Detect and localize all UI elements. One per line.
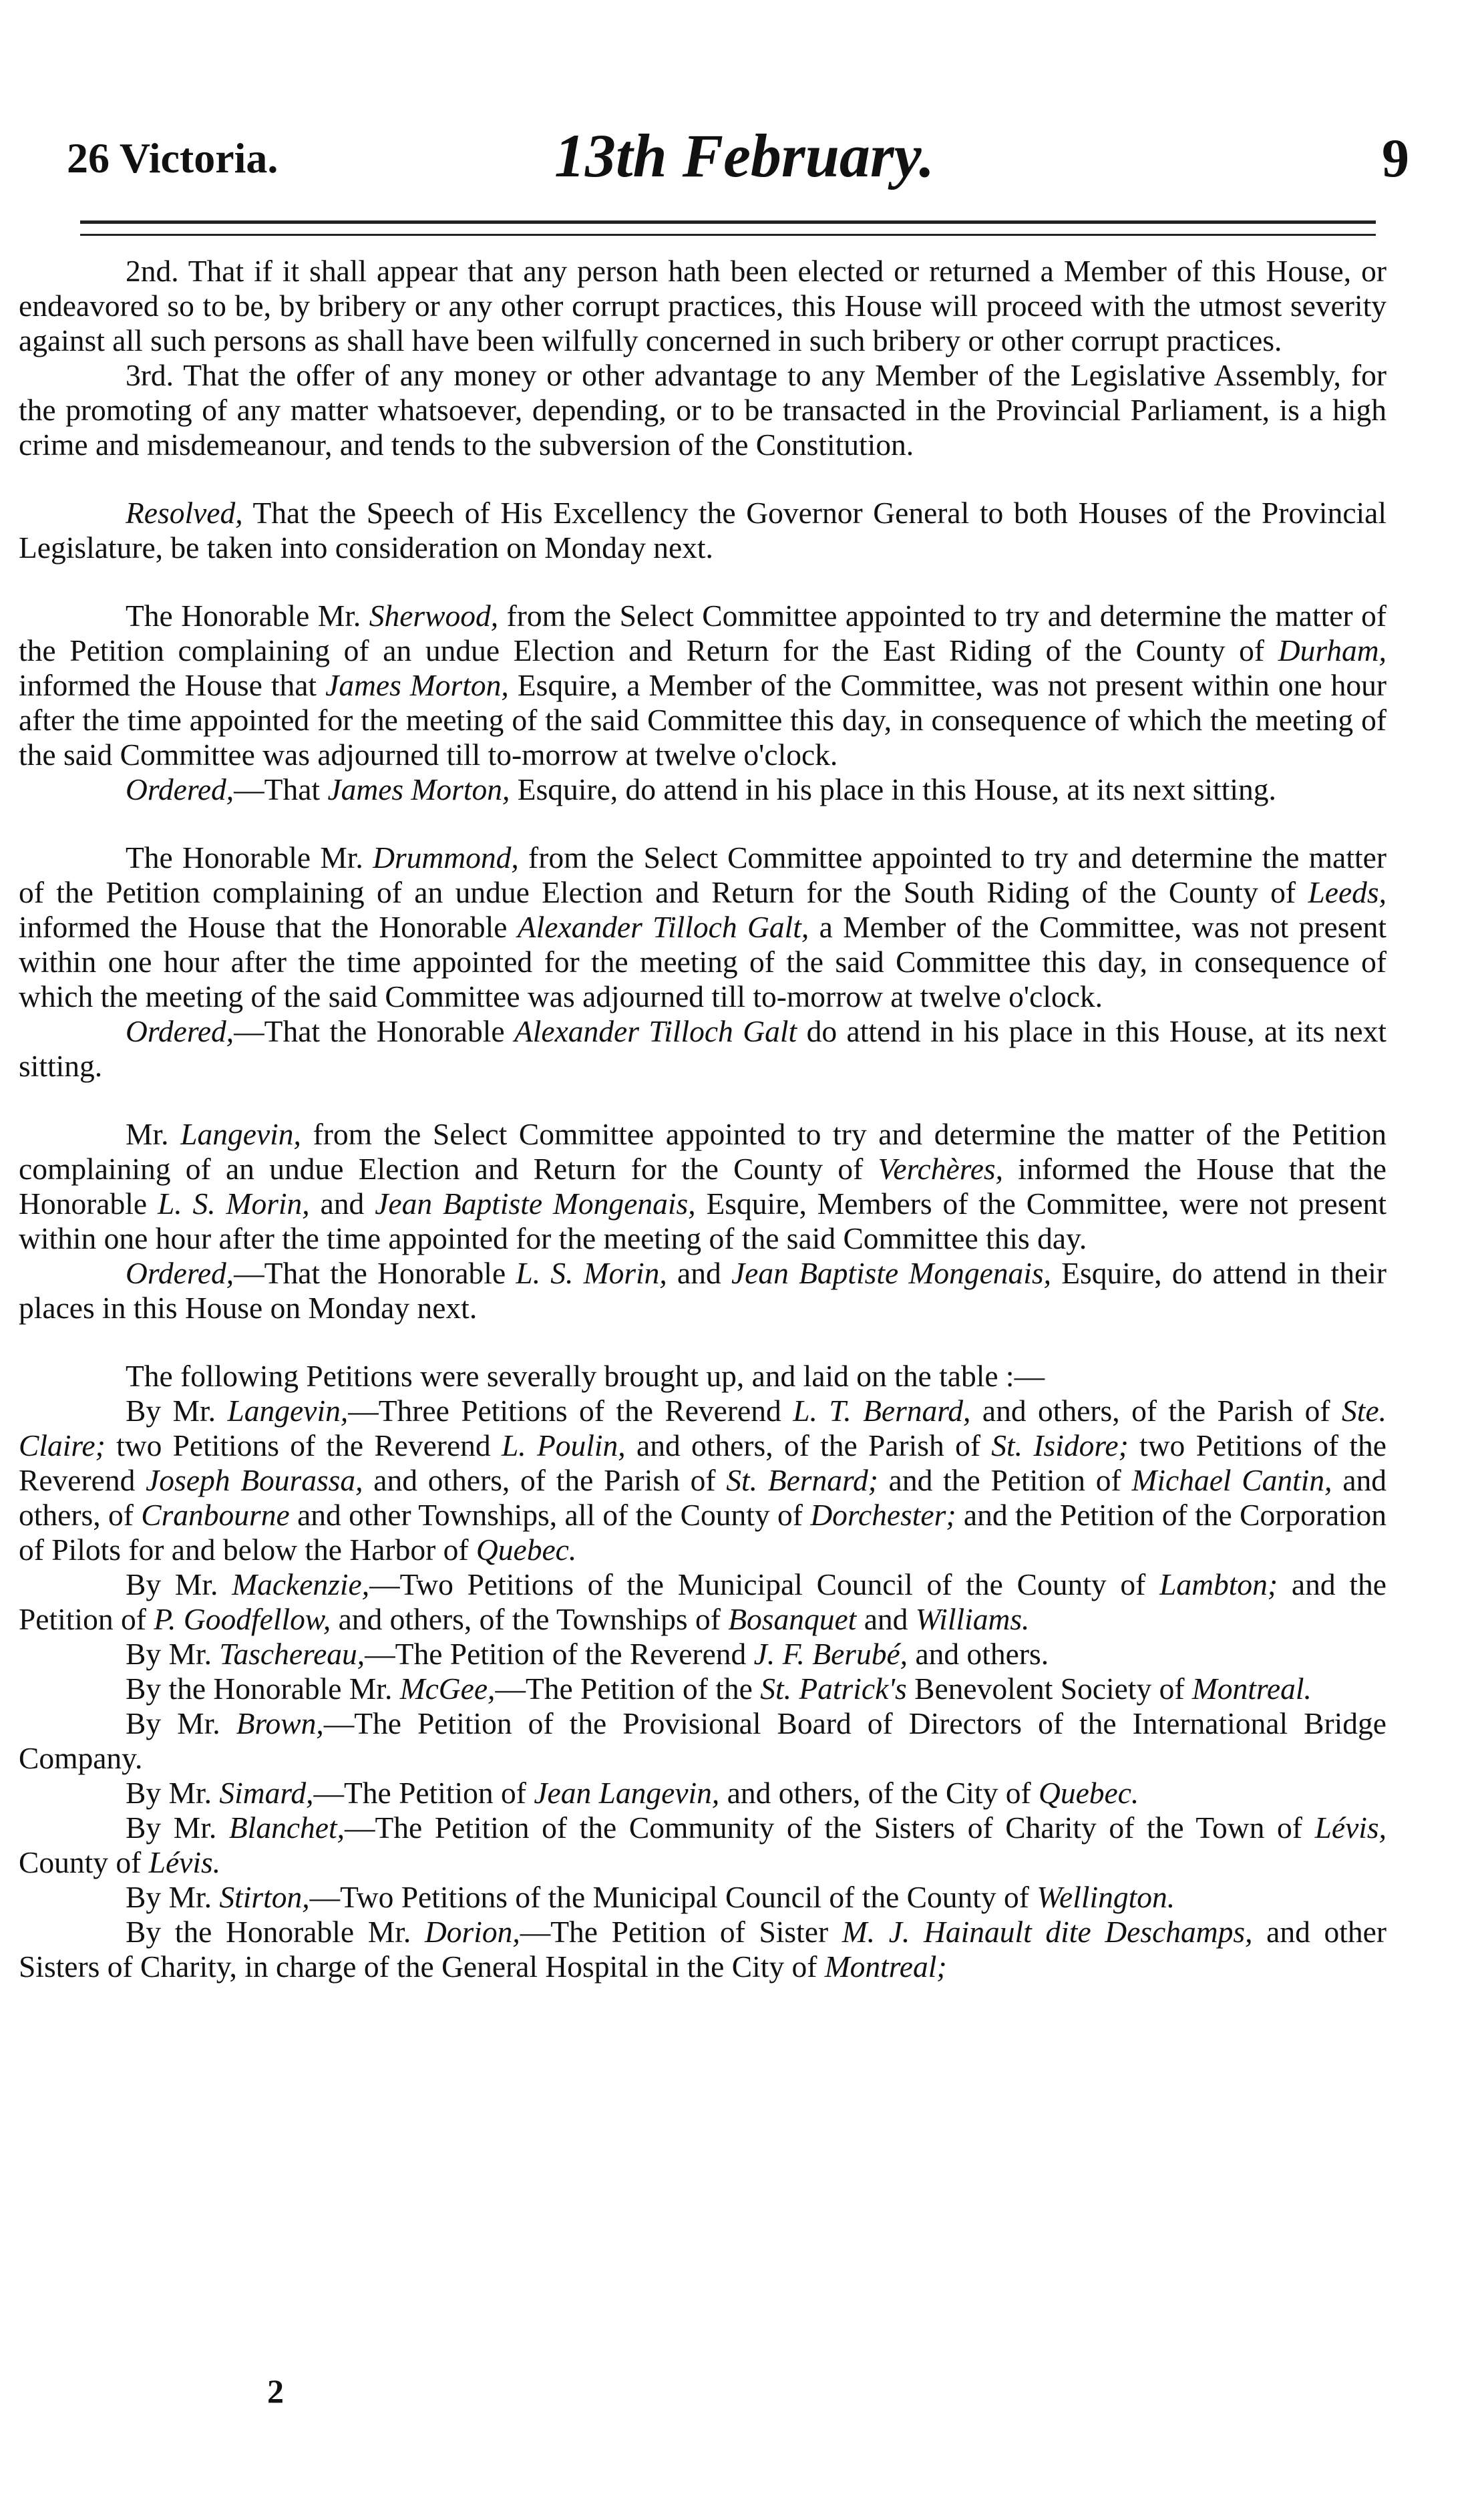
text-segment: and others, of the City of bbox=[719, 1776, 1039, 1810]
text-segment: —Two Petitions of the Municipal Council of the County of bbox=[309, 1880, 1037, 1914]
italic-text: L. Poulin, bbox=[501, 1428, 626, 1462]
page-header bbox=[67, 120, 1409, 200]
paragraph bbox=[19, 772, 1386, 807]
text-segment: By the Honorable Mr. bbox=[126, 1915, 425, 1949]
text-segment: Esquire, do attend in their places in this House on Monday next. bbox=[19, 1256, 1386, 1325]
paragraph bbox=[19, 1706, 1386, 1776]
italic-text: Alexander Tilloch Galt, bbox=[517, 910, 809, 944]
text-segment: and others, of the Parish of bbox=[363, 1463, 727, 1497]
text-segment: By Mr. bbox=[126, 1706, 236, 1740]
text-segment: from the Select Committee appointed to try and determine the matter of the Petition complaining of an undue Election and Return for the East Riding of the County of bbox=[19, 599, 1386, 667]
text-segment: County of bbox=[19, 1845, 149, 1879]
header-rule-thin bbox=[80, 234, 1376, 236]
text-segment: By Mr. bbox=[126, 1880, 220, 1914]
italic-text: Leeds, bbox=[1308, 875, 1386, 909]
italic-text: Montreal. bbox=[1191, 1672, 1312, 1706]
text-segment: The Honorable Mr. bbox=[126, 840, 373, 875]
text-segment: informed the House that the Honorable bbox=[19, 1152, 1386, 1221]
italic-text: Joseph Bourassa, bbox=[146, 1463, 363, 1497]
paragraph bbox=[19, 1915, 1386, 1984]
text-segment: By the Honorable Mr. bbox=[126, 1672, 400, 1706]
italic-text: Lévis. bbox=[148, 1845, 221, 1879]
italic-text: Michael Cantin, bbox=[1131, 1463, 1332, 1497]
italic-text: Simard, bbox=[219, 1776, 314, 1810]
text-segment: —Two Petitions of the Municipal Council of the County of bbox=[369, 1567, 1160, 1601]
text-segment: Benevolent Society of bbox=[906, 1672, 1192, 1706]
text-segment: Esquire, a Member of the Committee, was not present within one hour after the time appointed for the meeting of the said Committee this day, in consequence of which the meeting of the said Committee was adjourned till to-morrow at twelve o'clock. bbox=[19, 668, 1386, 772]
italic-text: Sherwood, bbox=[369, 599, 499, 633]
text-segment: and the Petition of the Corporation of Pilots for and below the Harbor of bbox=[19, 1498, 1387, 1567]
text-segment: —The Petition of the Community of the Sisters of Charity of the Town of bbox=[344, 1810, 1315, 1845]
text-segment: —The Petition of bbox=[313, 1776, 534, 1810]
paragraph bbox=[19, 358, 1386, 462]
text-segment: two Petitions of the Reverend bbox=[19, 1428, 1386, 1497]
text-segment: —The Petition of the Provisional Board of Directors of the International Bridge Company. bbox=[19, 1706, 1386, 1775]
text-segment: 3rd. That the offer of any money or other advantage to any Member of the Legislative Assembly, for the promoting of any matter whatsoever, depending, or to be transacted in the Provincial Parliament, is a high crime and misdemeanour, and tends to the subversion of the Constitution. bbox=[19, 358, 1386, 462]
paragraph bbox=[19, 1359, 1386, 1394]
paragraph bbox=[19, 840, 1386, 1014]
italic-text: Stirton, bbox=[219, 1880, 310, 1914]
paragraph bbox=[19, 254, 1386, 358]
text-segment: —That the Honorable bbox=[234, 1014, 514, 1048]
text-segment: The Honorable Mr. bbox=[126, 599, 369, 633]
italic-text: Mackenzie, bbox=[232, 1567, 370, 1601]
text-segment: two Petitions of the Reverend bbox=[105, 1428, 502, 1462]
text-segment: By Mr. bbox=[126, 1776, 220, 1810]
italic-text: James Morton, bbox=[327, 772, 510, 806]
italic-text: Dorion, bbox=[424, 1915, 520, 1949]
text-segment: —Three Petitions of the Reverend bbox=[348, 1394, 793, 1428]
text-segment: —The Petition of the Reverend bbox=[365, 1637, 754, 1671]
text-segment: and others, of the Parish of bbox=[970, 1394, 1342, 1428]
italic-text: Langevin, bbox=[227, 1394, 349, 1428]
italic-text: L. T. Bernard, bbox=[793, 1394, 971, 1428]
text-segment: do attend in his place in this House, at its next sitting. bbox=[19, 1014, 1386, 1083]
italic-text: Langevin, bbox=[180, 1117, 301, 1151]
italic-text: Blanchet, bbox=[228, 1810, 345, 1845]
text-segment: —That the Honorable bbox=[234, 1256, 516, 1290]
paragraph bbox=[19, 1394, 1386, 1567]
text-segment: That the Speech of His Excellency the Governor General to both Houses of the Provincial Legislature, be taken into consideration on Monday next. bbox=[19, 496, 1386, 565]
text-segment: —The Petition of the bbox=[495, 1672, 761, 1706]
italic-text: St. Bernard; bbox=[726, 1463, 878, 1497]
italic-text: M. J. Hainault dite Deschamps, bbox=[842, 1915, 1253, 1949]
page-number: 9 bbox=[1382, 128, 1409, 188]
text-segment: and others, of the Townships of bbox=[331, 1602, 729, 1636]
text-segment: —That bbox=[234, 772, 328, 806]
paragraph bbox=[19, 1776, 1386, 1810]
italic-text: Wellington. bbox=[1037, 1880, 1175, 1914]
italic-text: McGee, bbox=[399, 1672, 496, 1706]
text-segment: and bbox=[667, 1256, 731, 1290]
paragraph bbox=[19, 1567, 1386, 1637]
italic-text: Lévis, bbox=[1314, 1810, 1387, 1845]
paragraph bbox=[19, 1637, 1386, 1672]
running-head-left: 26 Victoria. bbox=[67, 134, 279, 182]
italic-text: Quebec. bbox=[476, 1533, 577, 1567]
italic-text: Dorchester; bbox=[810, 1498, 956, 1532]
italic-text: Durham, bbox=[1278, 633, 1386, 667]
italic-text: Ordered, bbox=[126, 772, 234, 806]
text-segment: and the Petition of bbox=[878, 1463, 1132, 1497]
text-segment: and the Petition of bbox=[19, 1567, 1386, 1636]
paragraph bbox=[19, 1880, 1386, 1915]
paragraph bbox=[19, 1117, 1386, 1256]
text-segment: from the Select Committee appointed to try and determine the matter of the Petition complaining of an undue Election and Return for the South Riding of the County of bbox=[19, 840, 1386, 909]
italic-text: Verchères, bbox=[878, 1152, 1003, 1186]
text-segment: By Mr. bbox=[126, 1567, 232, 1601]
text-segment: and other Sisters of Charity, in charge of the General Hospital in the City of bbox=[19, 1915, 1386, 1984]
paragraph bbox=[19, 1014, 1386, 1084]
text-segment: informed the House that the Honorable bbox=[19, 910, 518, 944]
text-segment: Mr. bbox=[126, 1117, 181, 1151]
paragraph bbox=[19, 1810, 1386, 1880]
italic-text: L. S. Morin, bbox=[157, 1187, 310, 1221]
italic-text: Jean Langevin, bbox=[534, 1776, 720, 1810]
italic-text: Quebec. bbox=[1038, 1776, 1139, 1810]
paragraph bbox=[19, 1672, 1386, 1706]
text-segment: a Member of the Committee, was not present within one hour after the time appointed for the meeting of the said Committee this day, in consequence of which the meeting of the said Committee was adjourned till to-morrow at twelve o'clock. bbox=[19, 910, 1386, 1013]
italic-text: Williams. bbox=[915, 1602, 1030, 1636]
italic-text: St. Patrick's bbox=[760, 1672, 907, 1706]
text-segment: By Mr. bbox=[126, 1637, 220, 1671]
italic-text: Cranbourne bbox=[141, 1498, 290, 1532]
text-segment: informed the House that bbox=[19, 668, 326, 702]
italic-text: Ordered, bbox=[126, 1014, 234, 1048]
text-segment: 2nd. That if it shall appear that any person hath been elected or returned a Member of this House, or endeavored so to be, by bribery or any other corrupt practices, this House will proceed with the utmost severity against all such persons as shall have been wilfully concerned in such bribery or other corrupt practices. bbox=[19, 254, 1386, 357]
paragraph bbox=[19, 599, 1386, 772]
text-segment: By Mr. bbox=[126, 1810, 229, 1845]
italic-text: Bosanquet bbox=[728, 1602, 857, 1636]
text-segment: and others, of the Parish of bbox=[625, 1428, 992, 1462]
italic-text: Jean Baptiste Mongenais, bbox=[731, 1256, 1052, 1290]
italic-text: L. S. Morin, bbox=[516, 1256, 667, 1290]
text-segment: and other Townships, all of the County of bbox=[289, 1498, 811, 1532]
paragraph bbox=[19, 1256, 1386, 1325]
italic-text: J. F. Berubé, bbox=[753, 1637, 908, 1671]
text-segment: and others. bbox=[908, 1637, 1049, 1671]
italic-text: Drummond, bbox=[373, 840, 519, 875]
italic-text: Ordered, bbox=[126, 1256, 234, 1290]
italic-text: Lambton; bbox=[1159, 1567, 1278, 1601]
paragraph bbox=[19, 496, 1386, 565]
italic-text: Taschereau, bbox=[219, 1637, 365, 1671]
text-segment: and bbox=[309, 1187, 375, 1221]
text-segment: By Mr. bbox=[126, 1394, 228, 1428]
italic-text: Resolved, bbox=[126, 496, 243, 530]
italic-text: Brown, bbox=[236, 1706, 324, 1740]
journal-text bbox=[19, 254, 1386, 1984]
italic-text: Alexander Tilloch Galt bbox=[514, 1014, 797, 1048]
italic-text: St. Isidore; bbox=[991, 1428, 1129, 1462]
header-rule-thick bbox=[80, 220, 1376, 224]
signature-mark: 2 bbox=[267, 2372, 284, 2410]
italic-text: James Morton, bbox=[325, 668, 509, 702]
text-segment: and others, of bbox=[19, 1463, 1387, 1532]
text-segment: —The Petition of Sister bbox=[520, 1915, 842, 1949]
italic-text: Jean Baptiste Mongenais, bbox=[375, 1187, 696, 1221]
text-segment: The following Petitions were severally brought up, and laid on the table :— bbox=[126, 1359, 1045, 1393]
italic-text: Montreal; bbox=[824, 1949, 947, 1984]
text-segment: from the Select Committee appointed to try and determine the matter of the Petition complaining of an undue Election and Return for the County of bbox=[19, 1117, 1386, 1186]
text-segment: Esquire, do attend in his place in this House, at its next sitting. bbox=[510, 772, 1276, 806]
text-segment: and bbox=[856, 1602, 916, 1636]
italic-text: Ste. Claire; bbox=[19, 1394, 1387, 1462]
running-head-date: 13th February. bbox=[554, 122, 935, 190]
italic-text: P. Goodfellow, bbox=[154, 1602, 331, 1636]
text-segment: Esquire, Members of the Committee, were not present within one hour after the time appointed for the meeting of the said Committee this day. bbox=[19, 1187, 1386, 1255]
